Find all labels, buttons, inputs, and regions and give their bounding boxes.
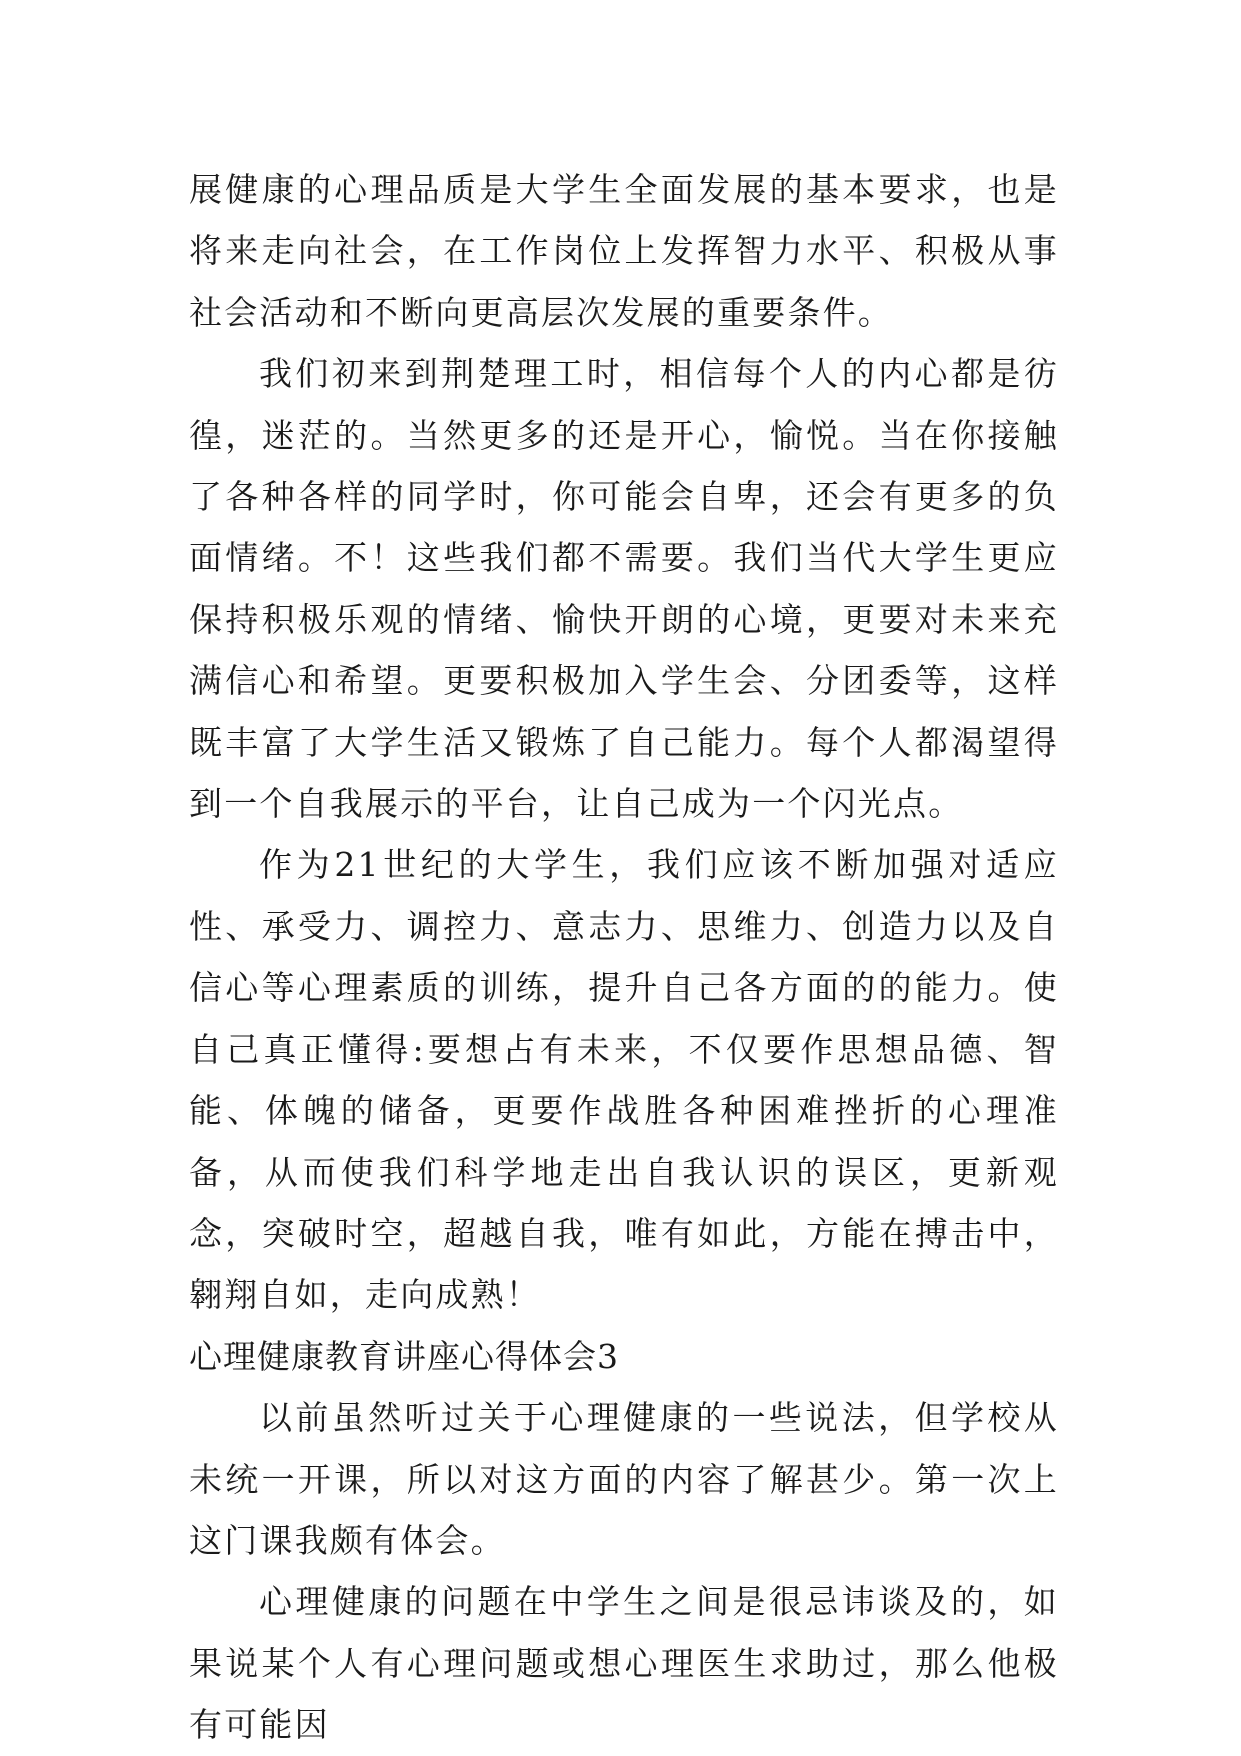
- paragraph-4: 以前虽然听过关于心理健康的一些说法，但学校从未统一开课，所以对这方面的内容了解甚少。第一次上这门课我颇有体会。: [189, 1398, 1059, 1560]
- paragraph-1: 展健康的心理品质是大学生全面发展的基本要求，也是将来走向社会，在工作岗位上发挥智力水平、积极从事社会活动和不断向更高层次发展的重要条件。: [189, 170, 1059, 332]
- document-body: [189, 159, 1059, 1756]
- paragraph-3: 作为21世纪的大学生，我们应该不断加强对适应性、承受力、调控力、意志力、思维力、创造力以及自信心等心理素质的训练，提升自己各方面的的能力。使自己真正懂得:要想占有未来，不仅要作思想品德、智能、体魄的储备，更要作战胜各种困难挫折的心理准备，从而使我们科学地走出自我认识的误区，更新观念，突破时空，超越自我，唯有如此，方能在搏击中，翱翔自如，走向成熟！: [189, 845, 1059, 1315]
- paragraph-2: 我们初来到荆楚理工时，相信每个人的内心都是彷徨，迷茫的。当然更多的还是开心，愉悦。当在你接触了各种各样的同学时，你可能会自卑，还会有更多的负面情绪。不！这些我们都不需要。我们当代大学生更应保持积极乐观的情绪、愉快开朗的心境，更要对未来充满信心和希望。更要积极加入学生会、分团委等，这样既丰富了大学生活又锻炼了自己能力。每个人都渴望得到一个自我展示的平台，让自己成为一个闪光点。: [189, 354, 1059, 824]
- paragraph-5: 心理健康的问题在中学生之间是很忌讳谈及的，如果说某个人有心理问题或想心理医生求助过，那么他极有可能因: [189, 1582, 1059, 1745]
- section-heading: 心理健康教育讲座心得体会3: [189, 1336, 619, 1376]
